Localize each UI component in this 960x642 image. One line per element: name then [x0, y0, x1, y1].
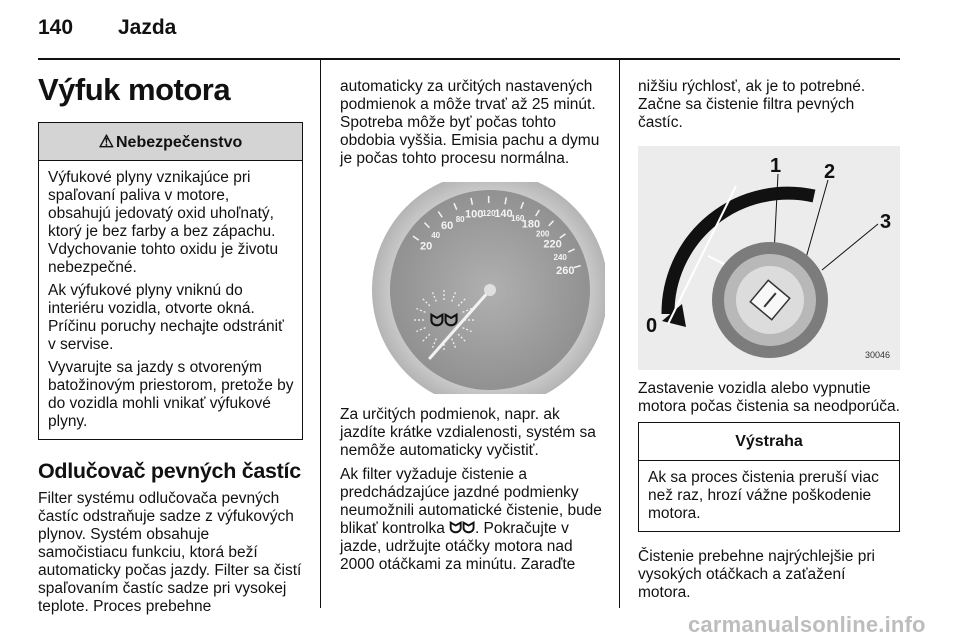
- body-paragraph: Čistenie prebehne najrýchlejšie pri vysokých otáčkach a zaťažení motora.: [638, 548, 875, 601]
- body-paragraph: Za určitých podmienok, napr. ak jazdíte krátke vzdialenosti, systém sa nemôže automaticky vyčistiť.: [340, 406, 596, 459]
- watermark: carmanualsonline.info: [688, 612, 926, 637]
- filter-lamp-icon: ᗢᗢ: [449, 520, 475, 537]
- position-label-1: 1: [770, 155, 782, 177]
- figure-code: 30046: [865, 350, 891, 360]
- speedometer-tick-label: 160: [511, 214, 525, 224]
- text-run: . Pokračujte v jazde, udržujte otáčky motora nad 2000 otáčkami za minútu. Zaraďte: [340, 520, 576, 573]
- danger-paragraph: Výfukové plyny vznikajúce pri spaľovaní paliva v motore, obsahujú jedovatý oxid uhoľnatý, ktorý je bez farby a bez zápachu. Vdychovanie tohto oxidu je životu nebezpečné.: [48, 169, 279, 276]
- speedometer-tick-label: 180: [521, 218, 541, 231]
- column-divider-1: [320, 60, 321, 608]
- body-paragraph: automaticky za určitých nastavených podmienok a môže trvať až 25 minút. Spotreba môže byť počas tohto obdobia vyššia. Emisia pachu a dymu je počas tohto procesu normálna.: [340, 78, 600, 167]
- speedometer-tick-label: 120: [482, 209, 496, 218]
- column-divider-2: [619, 60, 620, 608]
- page-title: Výfuk motora: [38, 72, 231, 107]
- speedometer-tick-label: 40: [431, 231, 441, 240]
- speedometer-tick-label: 240: [553, 253, 567, 262]
- speedometer-tick-label: 100: [465, 208, 484, 221]
- section-title: Jazda: [118, 16, 177, 39]
- ignition-switch-illustration: [638, 146, 900, 370]
- header-rule: [38, 58, 900, 60]
- speedometer-illustration: [340, 182, 605, 394]
- position-label-2: 2: [824, 161, 836, 183]
- speedometer-tick-label: 200: [536, 229, 550, 239]
- danger-box-header: [39, 123, 302, 161]
- speedometer-tick-label: 20: [419, 240, 433, 253]
- warning-box-body: [639, 461, 899, 531]
- filter-warning-symbol-icon: ᗢᗢ: [429, 311, 459, 331]
- text-run: Ak filter vyžaduje čistenie a predchádzajúce jazdné podmienky neumožnili automatické čistenie, bude blikať kontrolka: [340, 466, 602, 537]
- warning-paragraph: Ak sa proces čistenia preruší viac než raz, hrozí vážne poškodenie motora.: [648, 469, 879, 522]
- danger-box-title: Nebezpečenstvo: [115, 134, 243, 151]
- column-2: [340, 78, 605, 574]
- warning-box-title: Výstraha: [639, 423, 899, 461]
- speedometer-tick-label: 220: [543, 238, 562, 251]
- speedometer-tick-label: 60: [440, 219, 454, 232]
- speedometer-tick-label: 260: [556, 264, 575, 277]
- position-label-3: 3: [880, 211, 892, 233]
- danger-paragraph: Vyvarujte sa jazdy s otvoreným batožinovým priestorom, pretože by do vozidla mohli vnikať výfukové plyny.: [48, 359, 294, 430]
- section-heading: Odlučovač pevných častíc: [38, 459, 301, 483]
- warning-box: [638, 422, 900, 532]
- body-paragraph: Filter systému odlučovača pevných častíc odstraňuje sadze z výfukových plynov. Systém obsahuje samočistiacu funkciu, ktorá beží automaticky počas jazdy. Filter sa čistí spaľovaním častíc sadze pri vysokej teplote. Proces prebehne: [38, 490, 302, 615]
- body-paragraph: nižšiu rýchlosť, ak je to potrebné. Začne sa čistenie filtra pevných častíc.: [638, 78, 866, 131]
- danger-box-body: [39, 161, 302, 439]
- column-3: [638, 78, 900, 602]
- speedometer-tick-label: 140: [494, 208, 513, 221]
- speedometer-tick-label: 80: [455, 214, 465, 224]
- warning-triangle-icon: ⚠: [98, 132, 114, 151]
- needle-hub: [484, 284, 496, 296]
- column-1: [38, 72, 303, 616]
- danger-paragraph: Ak výfukové plyny vniknú do interiéru vozidla, otvorte okná. Príčinu poruchy nechajte odstrániť v servise.: [48, 282, 284, 353]
- position-label-0: 0: [646, 315, 658, 337]
- danger-box: [38, 122, 303, 440]
- body-paragraph: [340, 466, 605, 574]
- body-paragraph: Zastavenie vozidla alebo vypnutie motora počas čistenia sa neodporúča.: [638, 380, 900, 415]
- page-number: 140: [38, 16, 74, 39]
